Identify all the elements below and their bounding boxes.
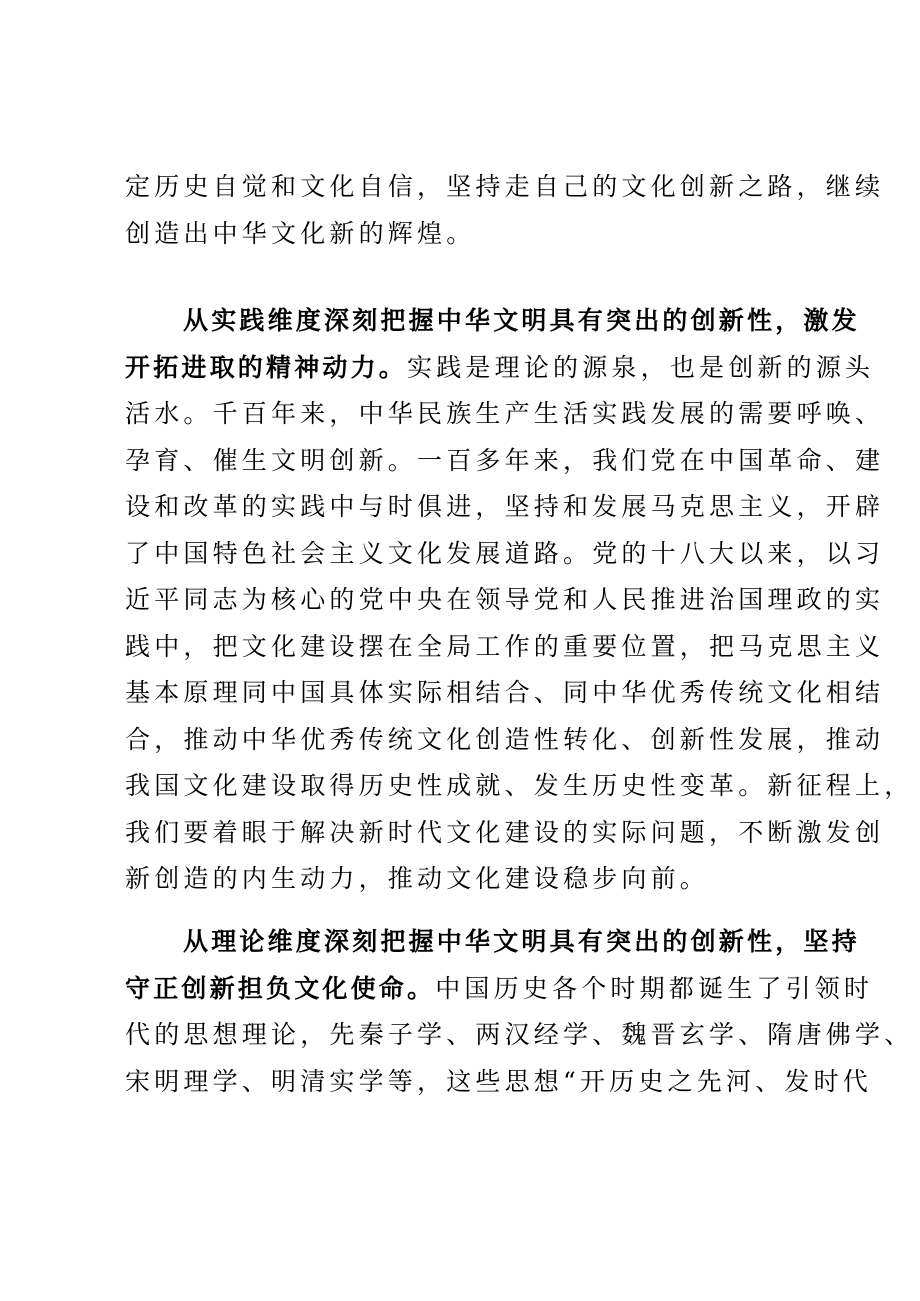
paragraph-1 (125, 164, 885, 257)
paragraph-3-line-3: 代的思想理论，先秦子学、两汉经学、魏晋玄学、隋唐佛学、 (125, 1020, 914, 1049)
paragraph-2-line-11: 我国文化建设取得历史性成就、发生历史性变革。新征程上， (125, 771, 914, 800)
paragraph-2-line-8: 践中，把文化建设摆在全局工作的重要位置，把马克思主义 (125, 631, 885, 661)
paragraph-2-line-10: 合，推动中华优秀传统文化创造性转化、创新性发展，推动 (125, 724, 885, 754)
paragraph-2-line-5: 设和改革的实践中与时俱进，坚持和发展马克思主义，开辟 (125, 492, 885, 521)
paragraph-2-line-12: 我们要着眼于解决新时代文化建设的实际问题，不断激发创 (125, 817, 885, 847)
paragraph-3-line-2 (125, 966, 874, 1013)
paragraph-2-line-9: 基本原理同中国具体实际相结合、同中华优秀传统文化相结 (125, 678, 885, 707)
paragraph-3-line-2-text: 中国历史各个时期都诞生了引领时 (435, 973, 874, 1003)
paragraph-3 (125, 919, 914, 1105)
paragraph-2-line-13: 新创造的内生动力，推动文化建设稳步向前。 (125, 864, 710, 893)
paragraph-2-line-4: 孕育、催生文明创新。一百多年来，我们党在中国革命、建 (125, 445, 885, 475)
paragraph-1-line-2: 创造出中华文化新的辉煌。 (125, 218, 476, 248)
paragraph-3-heading-line-2: 守正创新担负文化使命。 (125, 973, 436, 1003)
paragraph-3-line-4: 宋明理学、明清实学等，这些思想“开历史之先河、发时代 (125, 1066, 872, 1096)
paragraph-2-heading-line-2: 开拓进取的精神动力。 (125, 352, 408, 382)
paragraph-2-line-2-text: 实践是理论的源泉，也是创新的源头 (407, 352, 875, 382)
paragraph-2-line-6: 了中国特色社会主义文化发展道路。党的十八大以来，以习 (125, 538, 885, 568)
paragraph-2 (125, 298, 914, 903)
paragraph-3-heading-line-1: 从理论维度深刻把握中华文明具有突出的创新性，坚持 (183, 927, 860, 956)
paragraph-2-line-3: 活水。千百年来，中华民族生产生活实践发展的需要呼唤、 (125, 399, 885, 428)
paragraph-2-line-2 (125, 345, 875, 392)
paragraph-2-heading-line-1: 从实践维度深刻把握中华文明具有突出的创新性，激发 (183, 306, 860, 335)
paragraph-2-line-7: 近平同志为核心的党中央在领导党和人民推进治国理政的实 (125, 585, 885, 614)
paragraph-1-line-1: 定历史自觉和文化自信，坚持走自己的文化创新之路，继续 (125, 172, 885, 201)
